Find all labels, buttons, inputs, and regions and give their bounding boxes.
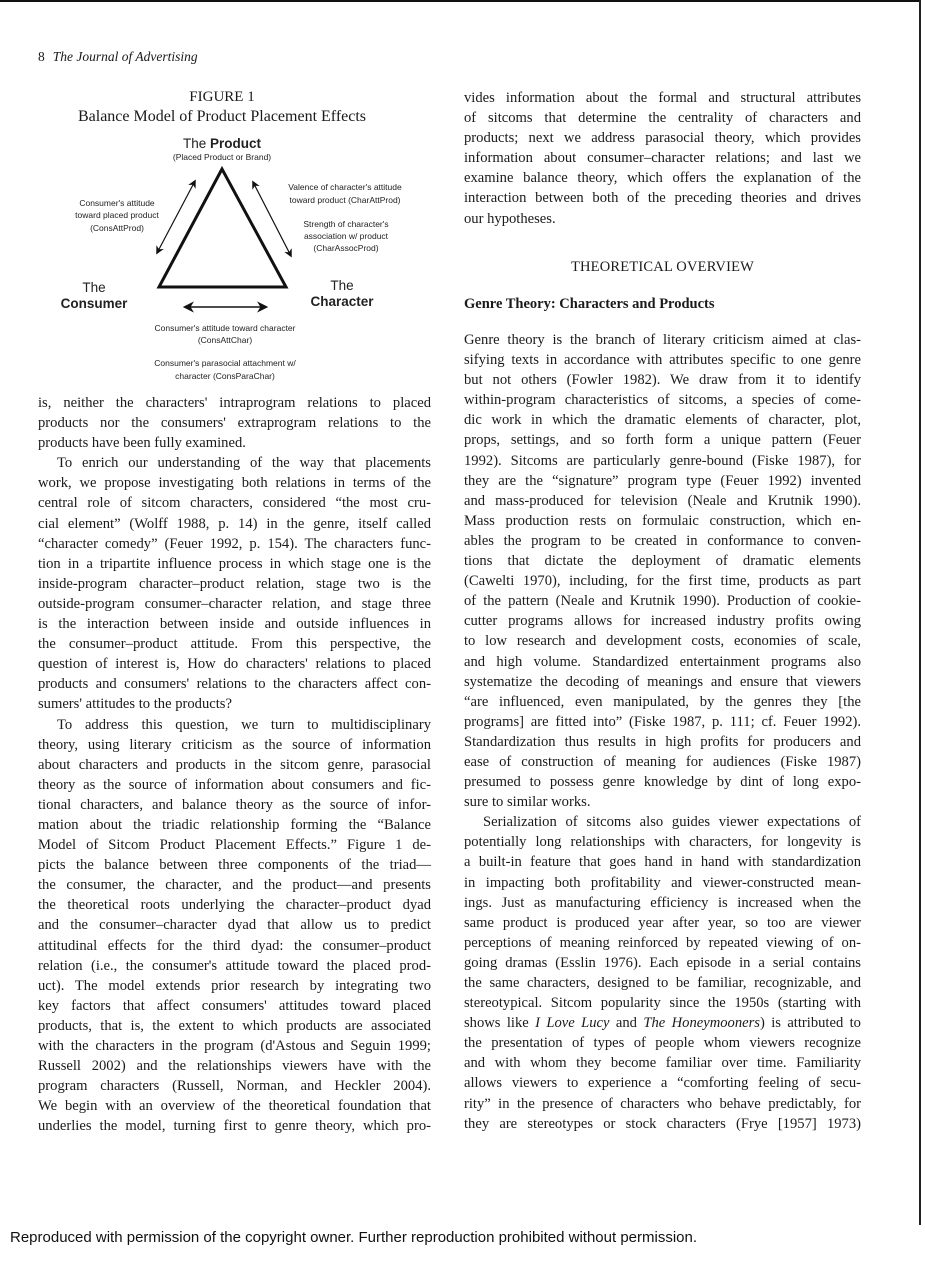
italic-title: I Love Lucy xyxy=(535,1015,610,1032)
text-line: attitudinal effects for the third dyad: the consumer–product xyxy=(38,937,431,954)
text-line: ables the program to be created in conformance to conven- xyxy=(464,532,861,549)
text-line: program characters (Russell, Norman, and Heckler 2004). xyxy=(38,1078,431,1095)
text-line: dic work in which the dramatic elements of character, plot, xyxy=(464,412,861,429)
text-line: Mass production rests on formulaic construction, which en- xyxy=(464,512,861,529)
text-line: tions that dictate the deployment of dramatic elements xyxy=(464,553,861,570)
text-line: in impacting both profitability and viewer-constructed mean- xyxy=(464,874,861,891)
text-line: and high volume. Standardized entertainment programs also xyxy=(464,653,861,670)
text-line: cial element” (Wolff 1988, p. 14) in the genre, itself called xyxy=(38,515,431,532)
journal-title: The Journal of Advertising xyxy=(52,49,198,64)
text-line: uct). The model extends prior research by integrating two xyxy=(38,977,431,994)
right-edge-label-strength: Strength of character's xyxy=(303,219,389,229)
text-line: the consumer–product attitude. From this perspective, the xyxy=(38,636,431,653)
triangle-shape xyxy=(159,169,286,287)
text-segment: ) is attributed to xyxy=(759,1015,861,1032)
text-line: and mass-produced for television (Neale and Krutnik 1990). xyxy=(464,492,861,509)
text-line: vides information about the formal and structural attributes xyxy=(464,90,861,106)
figure-title: Balance Model of Product Placement Effects xyxy=(77,108,367,125)
text-line: allows viewers to experience a “comforting feeling of secu- xyxy=(464,1075,861,1092)
text-line: examine balance theory, which offers the explanation of the xyxy=(464,170,861,187)
section-heading: THEORETICAL OVERVIEW xyxy=(570,259,755,275)
text-line: theory, using literary criticism as the source of information xyxy=(38,736,431,753)
text-line: they are the “signature” program type (Feuer 1992) invented xyxy=(464,472,861,489)
text-line: the same characters, designed to be familiar, recognizable, and xyxy=(464,975,861,991)
product-node-label: The Product xyxy=(182,136,262,151)
text-line: “character comedy” (Feuer 1992, p. 154). The characters func- xyxy=(38,535,431,552)
text-line: To address this question, we turn to multidisciplinary xyxy=(57,716,431,733)
text-line: and the consumer–character dyad that allow us to predict xyxy=(38,917,431,934)
bottom-edge-label-attitude: (ConsAttChar) xyxy=(197,335,253,345)
text-line: Russell 2002) and the relationships viewers have with the xyxy=(38,1058,431,1075)
text-line xyxy=(464,1013,861,1033)
text-segment: and xyxy=(609,1015,644,1032)
text-line: same product is produced year after year, so too are viewer xyxy=(464,914,861,931)
text-line: within-program characteristics of sitcoms, a species of come- xyxy=(464,392,861,409)
text-line: products, that is, the extent to which products are associated xyxy=(38,1017,431,1034)
text-line: of the pattern (Neale and Krutnik 1990). Production of cookie- xyxy=(464,593,861,610)
text-line: inside-program character–product relation, stage two is the xyxy=(38,575,431,592)
text-line: sumers' attitudes to the products? xyxy=(38,696,232,713)
text-line: and with whom they become familiar over time. Familiarity xyxy=(464,1055,861,1072)
text-line: question of interest is, How do characters' relations to placed xyxy=(38,656,431,673)
bottom-edge-label-parasocial: character (ConsParaChar) xyxy=(175,371,275,381)
text-line: interaction between both of the preceding theories and drives xyxy=(464,190,861,207)
bottom-edge-label-parasocial: Consumer's parasocial attachment w/ xyxy=(154,358,296,368)
text-line: the presentation of types of people whom viewers recognize xyxy=(464,1035,861,1052)
text-line: products and consumers' relations to the characters affect con- xyxy=(38,676,431,693)
text-line: We begin with an overview of the theoretical foundation that xyxy=(38,1098,431,1115)
bottom-edge-label-attitude: Consumer's attitude toward character xyxy=(154,323,296,333)
text-line: stereotypical. Sitcom popularity since the 1950s (starting with xyxy=(464,995,861,1012)
text-line: (Cawelti 1970), including, for the first time, products as part xyxy=(464,573,861,590)
text-segment: shows like xyxy=(464,1015,536,1032)
product-node-sublabel: (Placed Product or Brand) xyxy=(172,152,272,162)
figure-number: FIGURE 1 xyxy=(189,89,255,105)
text-line: ings. Just as manufacturing efficiency is increased when the xyxy=(464,894,861,911)
copyright-footer: Reproduced with permission of the copyright owner. Further reproduction prohibited without permission. xyxy=(10,1229,698,1246)
right-edge-label-strength: (CharAssocProd) xyxy=(313,243,379,253)
text-line: relation (i.e., the consumer's attitude toward the placed prod- xyxy=(38,957,431,974)
text-line: Standardization thus results in high profits for producers and xyxy=(464,733,861,750)
subsection-heading: Genre Theory: Characters and Products xyxy=(464,296,715,312)
left-edge-label: Consumer's attitude xyxy=(79,198,155,208)
text-line: “are influenced, even manipulated, by the genres they [the xyxy=(464,693,861,710)
text-line: of sitcoms that determine the centrality of characters and xyxy=(464,110,861,127)
text-line: 1992). Sitcoms are particularly genre-bound (Fiske 1987), for xyxy=(464,452,861,469)
consumer-node-label: Consumer xyxy=(60,296,128,311)
text-line: theory as the source of information about consumers and fic- xyxy=(38,776,431,793)
character-node-the: The xyxy=(330,278,354,293)
text-line: products; next we address parasocial theory, which provides xyxy=(464,130,861,147)
text-line: sifying texts in accordance with attributes specific to one genre xyxy=(464,352,861,369)
text-line: props, settings, and so forth form a unique pattern (Feuer xyxy=(464,432,861,449)
text-line: To enrich our understanding of the way that placements xyxy=(57,455,431,472)
text-line: presumed to possess genre knowledge by dint of long expo- xyxy=(464,774,861,791)
text-line: to low research and development costs, economies of scale, xyxy=(464,633,861,650)
text-line: programs] are fitted into” (Fiske 1987, p. 111; cf. Feuer 1992). xyxy=(464,713,861,730)
right-edge-label-strength: association w/ product xyxy=(303,231,389,241)
text-line: going dramas (Esslin 1976). Each episode in a serial contains xyxy=(464,954,861,971)
text-line: tional characters, and balance theory as the source of infor- xyxy=(38,796,431,813)
page-number: 8 xyxy=(38,49,45,64)
text-line: about characters and products in the sitcom genre, parasocial xyxy=(38,756,431,773)
italic-title: The Honeymooners xyxy=(643,1015,760,1032)
text-line: a built-in feature that goes hand in hand with standardization xyxy=(464,854,861,871)
text-line: systematize the decoding of meanings and ensure that viewers xyxy=(464,673,861,690)
text-line: the theoretical roots underlying the character–product dyad xyxy=(38,897,431,914)
right-edge-label-valence: toward product (CharAttProd) xyxy=(289,195,401,205)
left-column-body xyxy=(38,393,431,1136)
character-product-arrow xyxy=(253,182,291,256)
right-column-intro xyxy=(464,88,861,229)
text-line: underlies the model, turning first to genre theory, which pro- xyxy=(38,1118,431,1135)
text-line: tion in a tripartite influence process in which stage one is the xyxy=(38,555,431,572)
left-edge-label: toward placed product xyxy=(75,210,159,220)
right-border xyxy=(919,0,921,1225)
text-line: Serialization of sitcoms also guides viewer expectations of xyxy=(483,814,861,831)
text-line: ease of construction of meaning for audiences (Fiske 1987) xyxy=(464,753,861,770)
text-line: work, we propose investigating both relations in terms of the xyxy=(38,475,431,492)
text-line: with the characters in the program (d'Astous and Seguin 1999; xyxy=(38,1038,431,1054)
text-line: perceptions of meaning reinforced by repeated viewing of on- xyxy=(464,934,861,951)
text-line: Genre theory is the branch of literary criticism aimed at clas- xyxy=(464,332,861,348)
text-line: potentially long relationships with characters, for longevity is xyxy=(464,834,861,851)
character-node-label: Character xyxy=(310,294,374,309)
left-edge-label: (ConsAttProd) xyxy=(90,223,144,233)
text-line: is, neither the characters' intraprogram relations to placed xyxy=(38,395,431,411)
text-line: products have been fully examined. xyxy=(38,435,246,452)
text-line: products nor the consumers' extraprogram relations to the xyxy=(38,415,431,432)
text-line: outside-program consumer–character relation, and stage three xyxy=(38,595,431,612)
text-line: the consumer, the character, and the product—and presents xyxy=(38,877,431,894)
text-line: central role of sitcom characters, considered “the most cru- xyxy=(38,495,431,512)
text-line: cutter programs allows for increased industry profits owing xyxy=(464,613,861,630)
text-line: key factors that affect consumers' attitudes toward placed xyxy=(38,997,431,1014)
text-line: our hypotheses. xyxy=(464,210,556,227)
text-line: mation about the triadic relationship forming the “Balance xyxy=(38,816,431,833)
text-line: is the interaction between inside and outside influences in xyxy=(38,616,431,633)
balance-model-diagram xyxy=(0,0,460,400)
text-line: Model of Sitcom Product Placement Effects.” Figure 1 de- xyxy=(38,837,431,854)
text-line: picts the balance between three components of the triad— xyxy=(38,857,431,874)
text-line: they are stereotypes or stock characters (Frye [1957] 1973) xyxy=(464,1115,861,1132)
consumer-product-arrow xyxy=(157,181,195,253)
right-column-body xyxy=(464,330,861,1134)
text-line: rity” in the presence of characters who behave predictably, for xyxy=(464,1095,861,1112)
text-line: but not others (Fowler 1982). We draw from it to identify xyxy=(464,372,861,389)
right-edge-label-valence: Valence of character's attitude xyxy=(288,182,402,192)
text-line: sure to similar works. xyxy=(464,794,591,811)
consumer-node-the: The xyxy=(82,280,106,295)
text-line: information about consumer–character relations; and last we xyxy=(464,150,861,167)
